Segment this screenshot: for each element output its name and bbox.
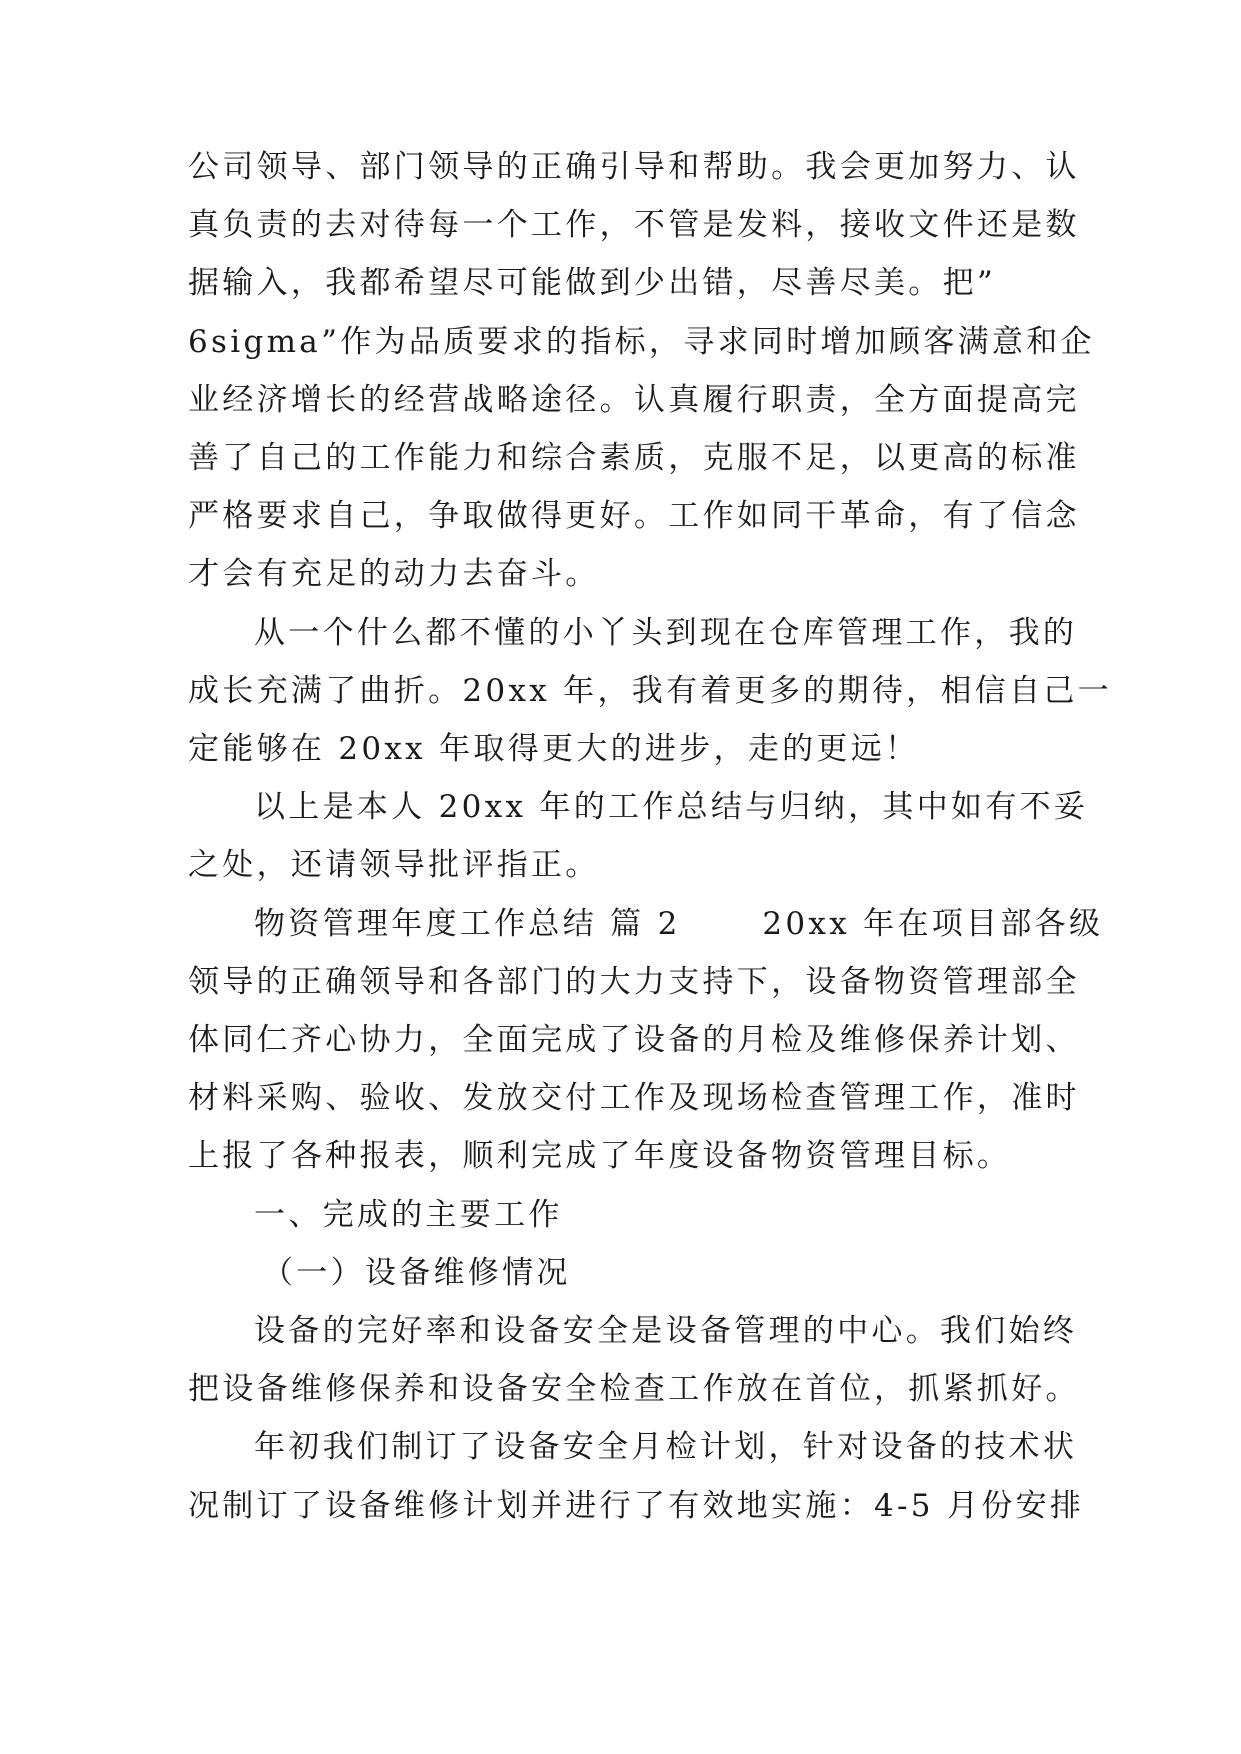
paragraph-line: 才会有充足的动力去奋斗。 xyxy=(188,556,600,592)
paragraph-line: 据输入，我都希望尽可能做到少出错，尽善尽美。把” xyxy=(188,265,997,301)
paragraph-line: 业经济增长的经营战略途径。认真履行职责，全方面提高完 xyxy=(188,382,1080,418)
subsection-heading: （一）设备维修情况 xyxy=(262,1255,571,1291)
section-heading: 一、完成的主要工作 xyxy=(254,1197,563,1233)
paragraph-line: 领导的正确领导和各部门的大力支持下，设备物资管理部全 xyxy=(188,964,1080,1000)
paragraph-line: 之处，还请领导批评指正。 xyxy=(188,847,600,883)
paragraph-line: 年初我们制订了设备安全月检计划，针对设备的技术状 xyxy=(254,1429,1078,1465)
paragraph-line: 从一个什么都不懂的小丫头到现在仓库管理工作，我的 xyxy=(254,615,1078,651)
paragraph-line: 材料采购、验收、发放交付工作及现场检查管理工作，准时 xyxy=(188,1080,1080,1116)
paragraph-line: 公司领导、部门领导的正确引导和帮助。我会更加努力、认 xyxy=(188,149,1080,185)
paragraph-line: 设备的完好率和设备安全是设备管理的中心。我们始终 xyxy=(254,1313,1078,1349)
paragraph-line: 体同仁齐心协力，全面完成了设备的月检及维修保养计划、 xyxy=(188,1022,1080,1058)
paragraph-line: 以上是本人 20xx 年的工作总结与归纳，其中如有不妥 xyxy=(254,789,1089,825)
paragraph-line: 严格要求自己，争取做得更好。工作如同干革命，有了信念 xyxy=(188,498,1080,534)
paragraph-line: 把设备维修保养和设备安全检查工作放在首位，抓紧抓好。 xyxy=(188,1371,1080,1407)
paragraph-line: 况制订了设备维修计划并进行了有效地实施：4-5 月份安排 xyxy=(188,1488,1085,1524)
paragraph-line: 真负责的去对待每一个工作，不管是发料，接收文件还是数 xyxy=(188,207,1080,243)
paragraph-line: 上报了各种报表，顺利完成了年度设备物资管理目标。 xyxy=(188,1138,1012,1174)
paragraph-line: 善了自己的工作能力和综合素质，克服不足，以更高的标准 xyxy=(188,440,1080,476)
section-heading-line: 物资管理年度工作总结 篇 2 20xx 年在项目部各级 xyxy=(254,906,1104,942)
paragraph-line: 成长充满了曲折。20xx 年，我有着更多的期待，相信自己一 xyxy=(188,673,1112,709)
paragraph-line: 6sigma”作为品质要求的指标，寻求同时增加顾客满意和企 xyxy=(188,324,1095,360)
paragraph-line: 定能够在 20xx 年取得更大的进步，走的更远！ xyxy=(188,731,920,767)
